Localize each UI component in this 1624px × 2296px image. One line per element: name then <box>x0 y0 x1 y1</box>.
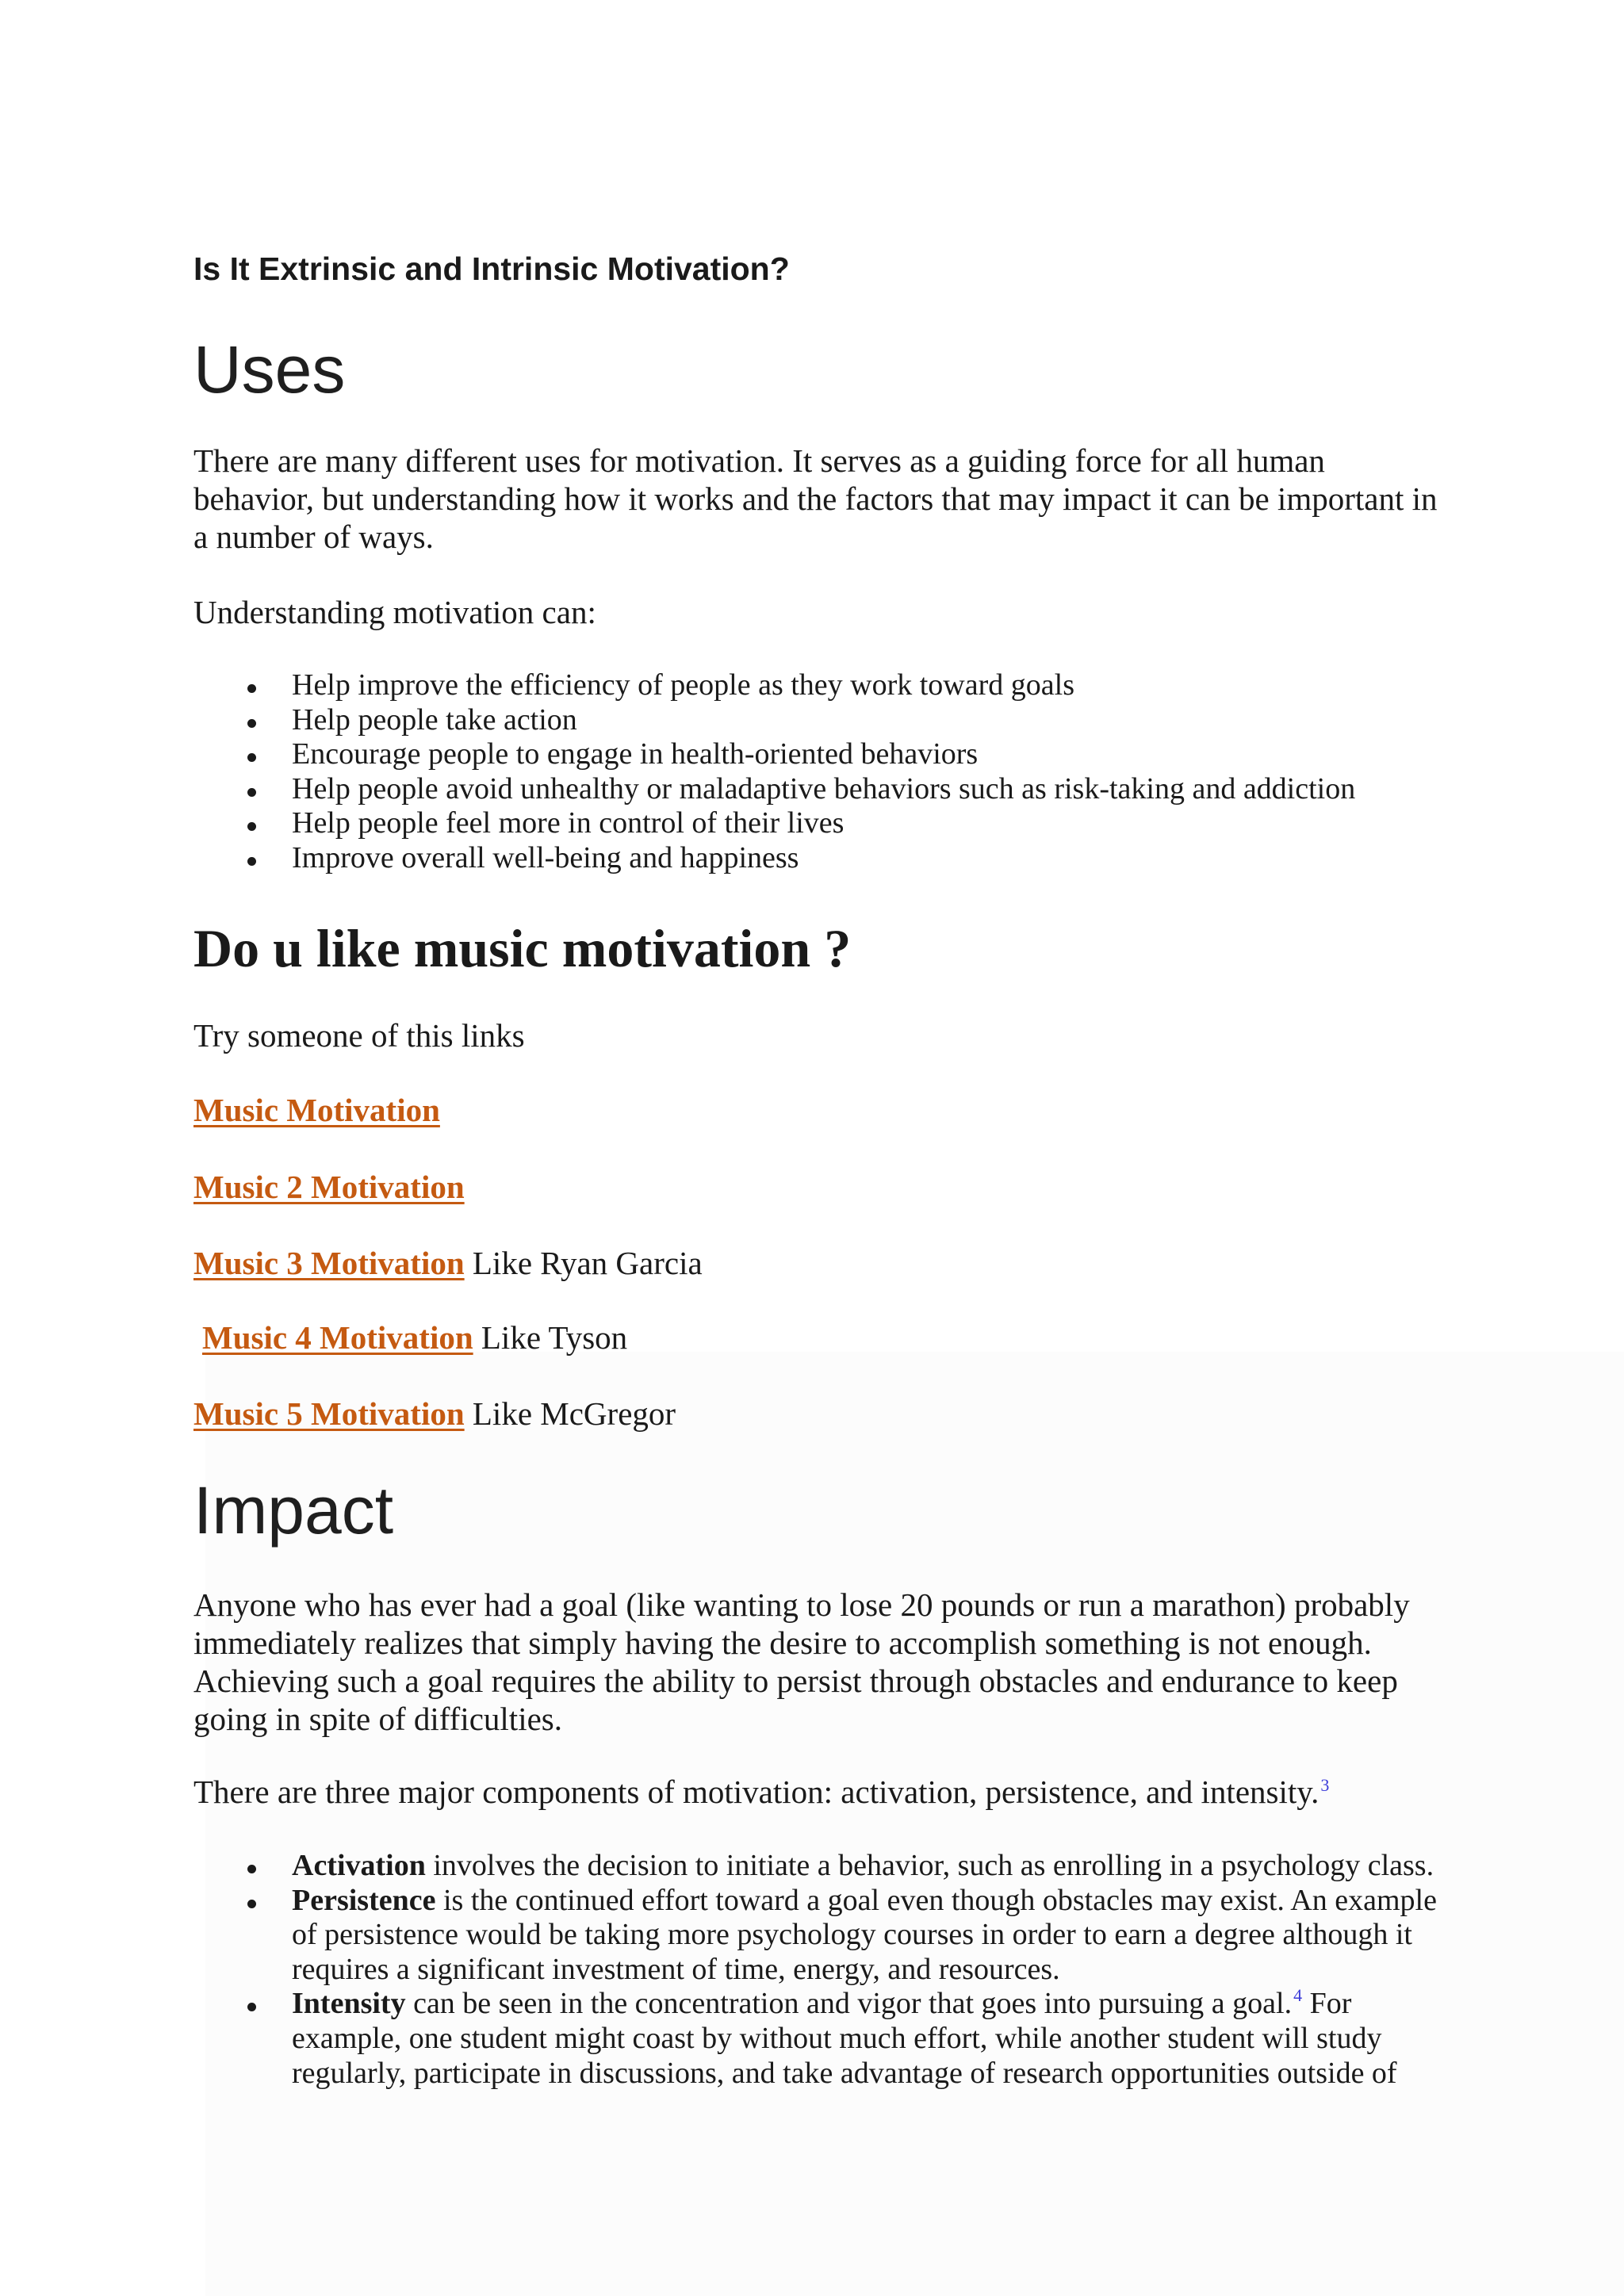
impact-paragraph: Anyone who has ever had a goal (like wanting to lose 20 pounds or run a marathon) probably immediately realizes that simply having the desire to accomplish something is not enough. Achieving such a goal requires the ability to persist through obstacles and endurance to keep going in spite of difficulties. <box>193 1586 1410 1737</box>
uses-paragraph: There are many different uses for motivation. It serves as a guiding force for all human behavior, but understanding how it works and the factors that may impact it can be important in a number of ways. <box>193 442 1438 555</box>
list-item: Help people feel more in control of their lives <box>292 806 1437 841</box>
link-row <box>193 1395 1438 1433</box>
list-item <box>292 1987 1437 2091</box>
component-text: is the continued effort toward a goal even though obstacles may exist. An example of persistence would be taking more psychology courses in order to earn a degree although it requires a significant investment of time, energy, and resources. <box>292 1883 1437 1986</box>
music-link-2[interactable]: Music 2 Motivation <box>193 1169 465 1205</box>
music-link-5[interactable]: Music 5 Motivation <box>193 1395 465 1432</box>
music-link-4[interactable]: Music 4 Motivation <box>202 1319 473 1356</box>
footnote-ref[interactable]: 3 <box>1320 1775 1330 1795</box>
link-note: Like Ryan Garcia <box>464 1245 703 1281</box>
component-term: Intensity <box>292 1987 406 2021</box>
list-item: Help people avoid unhealthy or maladaptive behaviors such as risk-taking and addiction <box>292 772 1437 807</box>
footnote-ref[interactable]: 4 <box>1293 1985 1303 2006</box>
uses-intro: Understanding motivation can: <box>193 594 596 630</box>
music-intro: Try someone of this links <box>193 1017 525 1054</box>
music-link-1[interactable]: Music Motivation <box>193 1092 440 1128</box>
page-shade <box>205 1352 1624 2296</box>
list-item <box>292 1884 1437 1988</box>
component-term: Persistence <box>292 1883 436 1917</box>
component-text-continued: For example, one student might coast by without much effort, while another student will study regularly, participate in discussions, and take advantage of research opportunities outside of <box>292 1987 1397 2090</box>
list-item <box>292 1849 1437 1884</box>
list-item: Improve overall well-being and happiness <box>292 841 1437 876</box>
music-heading: Do u like music motivation ? <box>193 918 852 978</box>
component-term: Activation <box>292 1849 426 1882</box>
music-link-3[interactable]: Music 3 Motivation <box>193 1245 465 1281</box>
list-item: Encourage people to engage in health-oriented behaviors <box>292 737 1437 772</box>
link-row <box>202 1318 1447 1357</box>
components-list <box>292 1849 1437 2091</box>
link-row <box>193 1091 1438 1129</box>
link-row <box>193 1244 1438 1282</box>
components-intro <box>193 1773 1438 1811</box>
link-row <box>193 1168 1438 1206</box>
uses-list <box>292 668 1437 876</box>
uses-heading: Uses <box>193 332 346 407</box>
link-note: Like McGregor <box>464 1395 676 1432</box>
component-text: involves the decision to initiate a behavior, such as enrolling in a psychology class. <box>425 1849 1434 1882</box>
list-item: Help people take action <box>292 703 1437 738</box>
list-item: Help improve the efficiency of people as they work toward goals <box>292 668 1437 703</box>
impact-heading: Impact <box>193 1473 394 1548</box>
components-intro-text: There are three major components of motivation: activation, persistence, and intensity. <box>193 1774 1320 1810</box>
link-note: Like Tyson <box>473 1319 628 1356</box>
document-title: Is It Extrinsic and Intrinsic Motivation? <box>193 251 790 287</box>
component-text: can be seen in the concentration and vigor that goes into pursuing a goal. <box>405 1987 1293 2021</box>
